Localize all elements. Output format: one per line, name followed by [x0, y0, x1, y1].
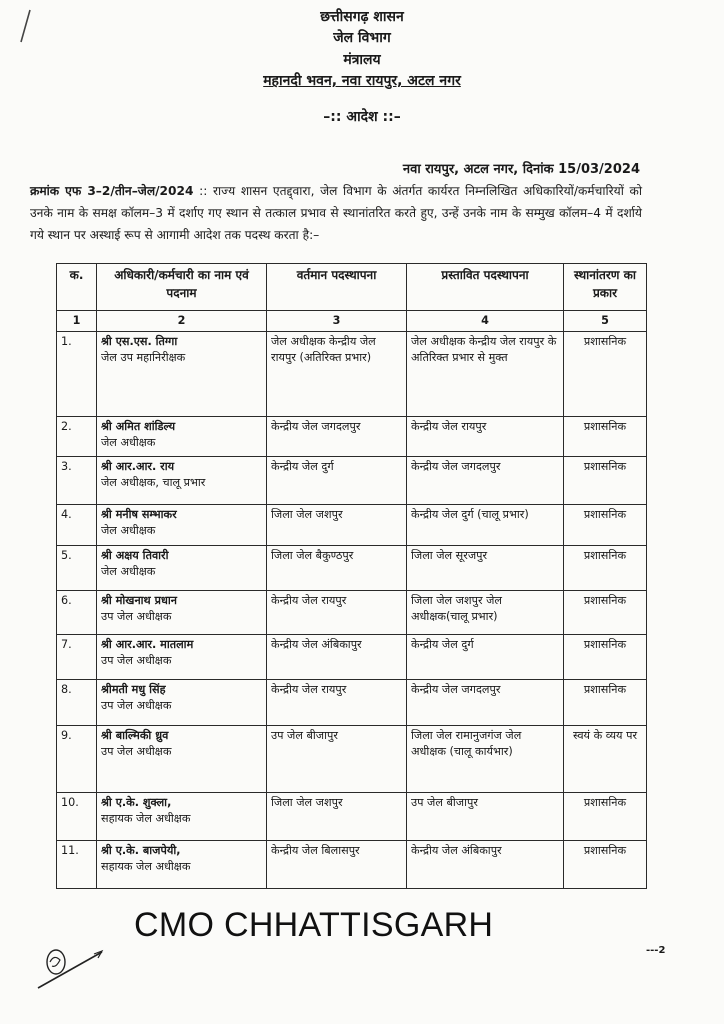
- cell-sno: 4.: [57, 505, 97, 546]
- cell-name: [97, 591, 267, 635]
- cell-type: प्रशासनिक: [564, 332, 647, 417]
- header-name: अधिकारी/कर्मचारी का नाम एवं पदनाम: [97, 264, 267, 311]
- cell-type: प्रशासनिक: [564, 635, 647, 680]
- cell-type: प्रशासनिक: [564, 793, 647, 841]
- cell-name: [97, 332, 267, 417]
- header-current: वर्तमान पदस्थापना: [267, 264, 407, 311]
- page-continuation: ---2: [646, 945, 666, 956]
- cell-name: [97, 417, 267, 457]
- cell-sno: 11.: [57, 841, 97, 889]
- cell-proposed: जिला जेल रामानुजगंज जेल अधीक्षक (चालू कार्यभार): [407, 726, 564, 793]
- cell-current: जेल अधीक्षक केन्द्रीय जेल रायपुर (अतिरिक्त प्रभार): [267, 332, 407, 417]
- table-row: [57, 332, 647, 417]
- cell-current: केन्द्रीय जेल दुर्ग: [267, 457, 407, 505]
- table-row: [57, 591, 647, 635]
- address: महानदी भवन, नवा रायपुर, अटल नगर: [263, 73, 461, 89]
- officer-name: श्री मोखनाथ प्रधान: [101, 594, 177, 607]
- cell-current: केन्द्रीय जेल रायपुर: [267, 591, 407, 635]
- officer-name: श्री बाल्मिकी ध्रुव: [101, 729, 169, 742]
- officer-designation: उप जेल अधीक्षक: [101, 654, 172, 667]
- officer-name: श्री आर.आर. मातलाम: [101, 638, 194, 651]
- officer-designation: जेल अधीक्षक, चालू प्रभार: [101, 476, 206, 489]
- cell-current: जिला जेल बैकुण्ठपुर: [267, 546, 407, 591]
- cell-proposed: जिला जेल सूरजपुर: [407, 546, 564, 591]
- officer-name: श्री अमित शांडिल्य: [101, 420, 176, 433]
- officer-designation: जेल उप महानिरीक्षक: [101, 351, 186, 364]
- officer-name: श्री एस.एस. तिग्गा: [101, 335, 178, 348]
- cell-name: [97, 546, 267, 591]
- cell-current: केन्द्रीय जेल अंबिकापुर: [267, 635, 407, 680]
- colnum-3: 3: [267, 311, 407, 332]
- cell-proposed: केन्द्रीय जेल अंबिकापुर: [407, 841, 564, 889]
- cell-current: उप जेल बीजापुर: [267, 726, 407, 793]
- officer-designation: जेल अधीक्षक: [101, 524, 156, 537]
- cell-sno: 6.: [57, 591, 97, 635]
- order-title: –:: आदेश ::–: [323, 109, 401, 125]
- cell-sno: 1.: [57, 332, 97, 417]
- cell-type: प्रशासनिक: [564, 841, 647, 889]
- cell-type: प्रशासनिक: [564, 591, 647, 635]
- cell-type: प्रशासनिक: [564, 417, 647, 457]
- cell-current: जिला जेल जशपुर: [267, 505, 407, 546]
- table-row: [57, 505, 647, 546]
- cell-current: केन्द्रीय जेल रायपुर: [267, 680, 407, 726]
- officer-designation: उप जेल अधीक्षक: [101, 745, 172, 758]
- cell-proposed: उप जेल बीजापुर: [407, 793, 564, 841]
- signature-image: [30, 940, 110, 999]
- cell-sno: 2.: [57, 417, 97, 457]
- cell-name: [97, 457, 267, 505]
- colnum-4: 4: [407, 311, 564, 332]
- cell-sno: 5.: [57, 546, 97, 591]
- colnum-2: 2: [97, 311, 267, 332]
- transfer-table: [56, 263, 647, 889]
- officer-name: श्री ए.के. बाजपेयी,: [101, 844, 181, 857]
- officer-name: श्री आर.आर. राय: [101, 460, 175, 473]
- cell-proposed: केन्द्रीय जेल रायपुर: [407, 417, 564, 457]
- officer-designation: उप जेल अधीक्षक: [101, 610, 172, 623]
- column-number-row: [57, 311, 647, 332]
- cell-sno: 9.: [57, 726, 97, 793]
- cell-current: जिला जेल जशपुर: [267, 793, 407, 841]
- cell-type: प्रशासनिक: [564, 546, 647, 591]
- cell-name: [97, 505, 267, 546]
- department-name: जेल विभाग: [333, 30, 391, 46]
- table-row: [57, 635, 647, 680]
- order-body: :: राज्य शासन एतद्द्वारा, जेल विभाग के अंतर्गत कार्यरत निम्नलिखित अधिकारियों/कर्मचारियों को उनके नाम के समक्ष कॉलम–3 में दर्शाए गए स्थान से तत्काल प्रभाव से स्थानांतरित करते हुए, उन्हें उनके नाम के सम्मुख कॉलम–4 में दर्शाये गये स्थान पर अस्थाई रूप से आगामी आदेश तक पदस्थ करता है:–: [30, 184, 643, 242]
- cell-proposed: जिला जेल जशपुर जेल अधीक्षक(चालू प्रभार): [407, 591, 564, 635]
- order-number: क्रमांक एफ 3–2/तीन–जेल/2024: [30, 184, 194, 198]
- cell-proposed: केन्द्रीय जेल दुर्ग: [407, 635, 564, 680]
- cell-name: [97, 680, 267, 726]
- table-row: [57, 680, 647, 726]
- officer-designation: जेल अधीक्षक: [101, 436, 156, 449]
- table-row: [57, 417, 647, 457]
- officer-designation: जेल अधीक्षक: [101, 565, 156, 578]
- cell-proposed: केन्द्रीय जेल जगदलपुर: [407, 457, 564, 505]
- table-row: [57, 546, 647, 591]
- colnum-5: 5: [564, 311, 647, 332]
- cell-name: [97, 841, 267, 889]
- cell-name: [97, 635, 267, 680]
- officer-name: श्री अक्षय तिवारी: [101, 549, 169, 562]
- officer-designation: उप जेल अधीक्षक: [101, 699, 172, 712]
- cell-proposed: केन्द्रीय जेल जगदलपुर: [407, 680, 564, 726]
- table-row: [57, 841, 647, 889]
- ministry-name: मंत्रालय: [343, 52, 381, 68]
- header-sno: क.: [57, 264, 97, 311]
- cell-name: [97, 726, 267, 793]
- cell-name: [97, 793, 267, 841]
- order-paragraph: [30, 180, 642, 246]
- table-header-row: [57, 264, 647, 311]
- table-row: [57, 726, 647, 793]
- officer-designation: सहायक जेल अधीक्षक: [101, 812, 191, 825]
- cell-sno: 7.: [57, 635, 97, 680]
- officer-name: श्री मनीष सम्भाकर: [101, 508, 177, 521]
- cell-sno: 8.: [57, 680, 97, 726]
- cell-sno: 3.: [57, 457, 97, 505]
- date-line: नवा रायपुर, अटल नगर, दिनांक 15/03/2024: [402, 162, 640, 177]
- officer-designation: सहायक जेल अधीक्षक: [101, 860, 191, 873]
- cell-proposed: केन्द्रीय जेल दुर्ग (चालू प्रभार): [407, 505, 564, 546]
- cell-current: केन्द्रीय जेल बिलासपुर: [267, 841, 407, 889]
- colnum-1: 1: [57, 311, 97, 332]
- officer-name: श्री ए.के. शुक्ला,: [101, 796, 172, 809]
- cell-proposed: जेल अधीक्षक केन्द्रीय जेल रायपुर के अतिरिक्त प्रभार से मुक्त: [407, 332, 564, 417]
- cell-type: प्रशासनिक: [564, 680, 647, 726]
- cell-type: स्वयं के व्यय पर: [564, 726, 647, 793]
- header-type: स्थानांतरण का प्रकार: [564, 264, 647, 311]
- cell-sno: 10.: [57, 793, 97, 841]
- watermark-text: CMO CHHATTISGARH: [134, 906, 494, 944]
- table-row: [57, 457, 647, 505]
- officer-name: श्रीमती मधु सिंह: [101, 683, 166, 696]
- header-proposed: प्रस्तावित पदस्थापना: [407, 264, 564, 311]
- government-name: छत्तीसगढ़ शासन: [320, 9, 404, 25]
- cell-current: केन्द्रीय जेल जगदलपुर: [267, 417, 407, 457]
- cell-type: प्रशासनिक: [564, 457, 647, 505]
- cell-type: प्रशासनिक: [564, 505, 647, 546]
- table-row: [57, 793, 647, 841]
